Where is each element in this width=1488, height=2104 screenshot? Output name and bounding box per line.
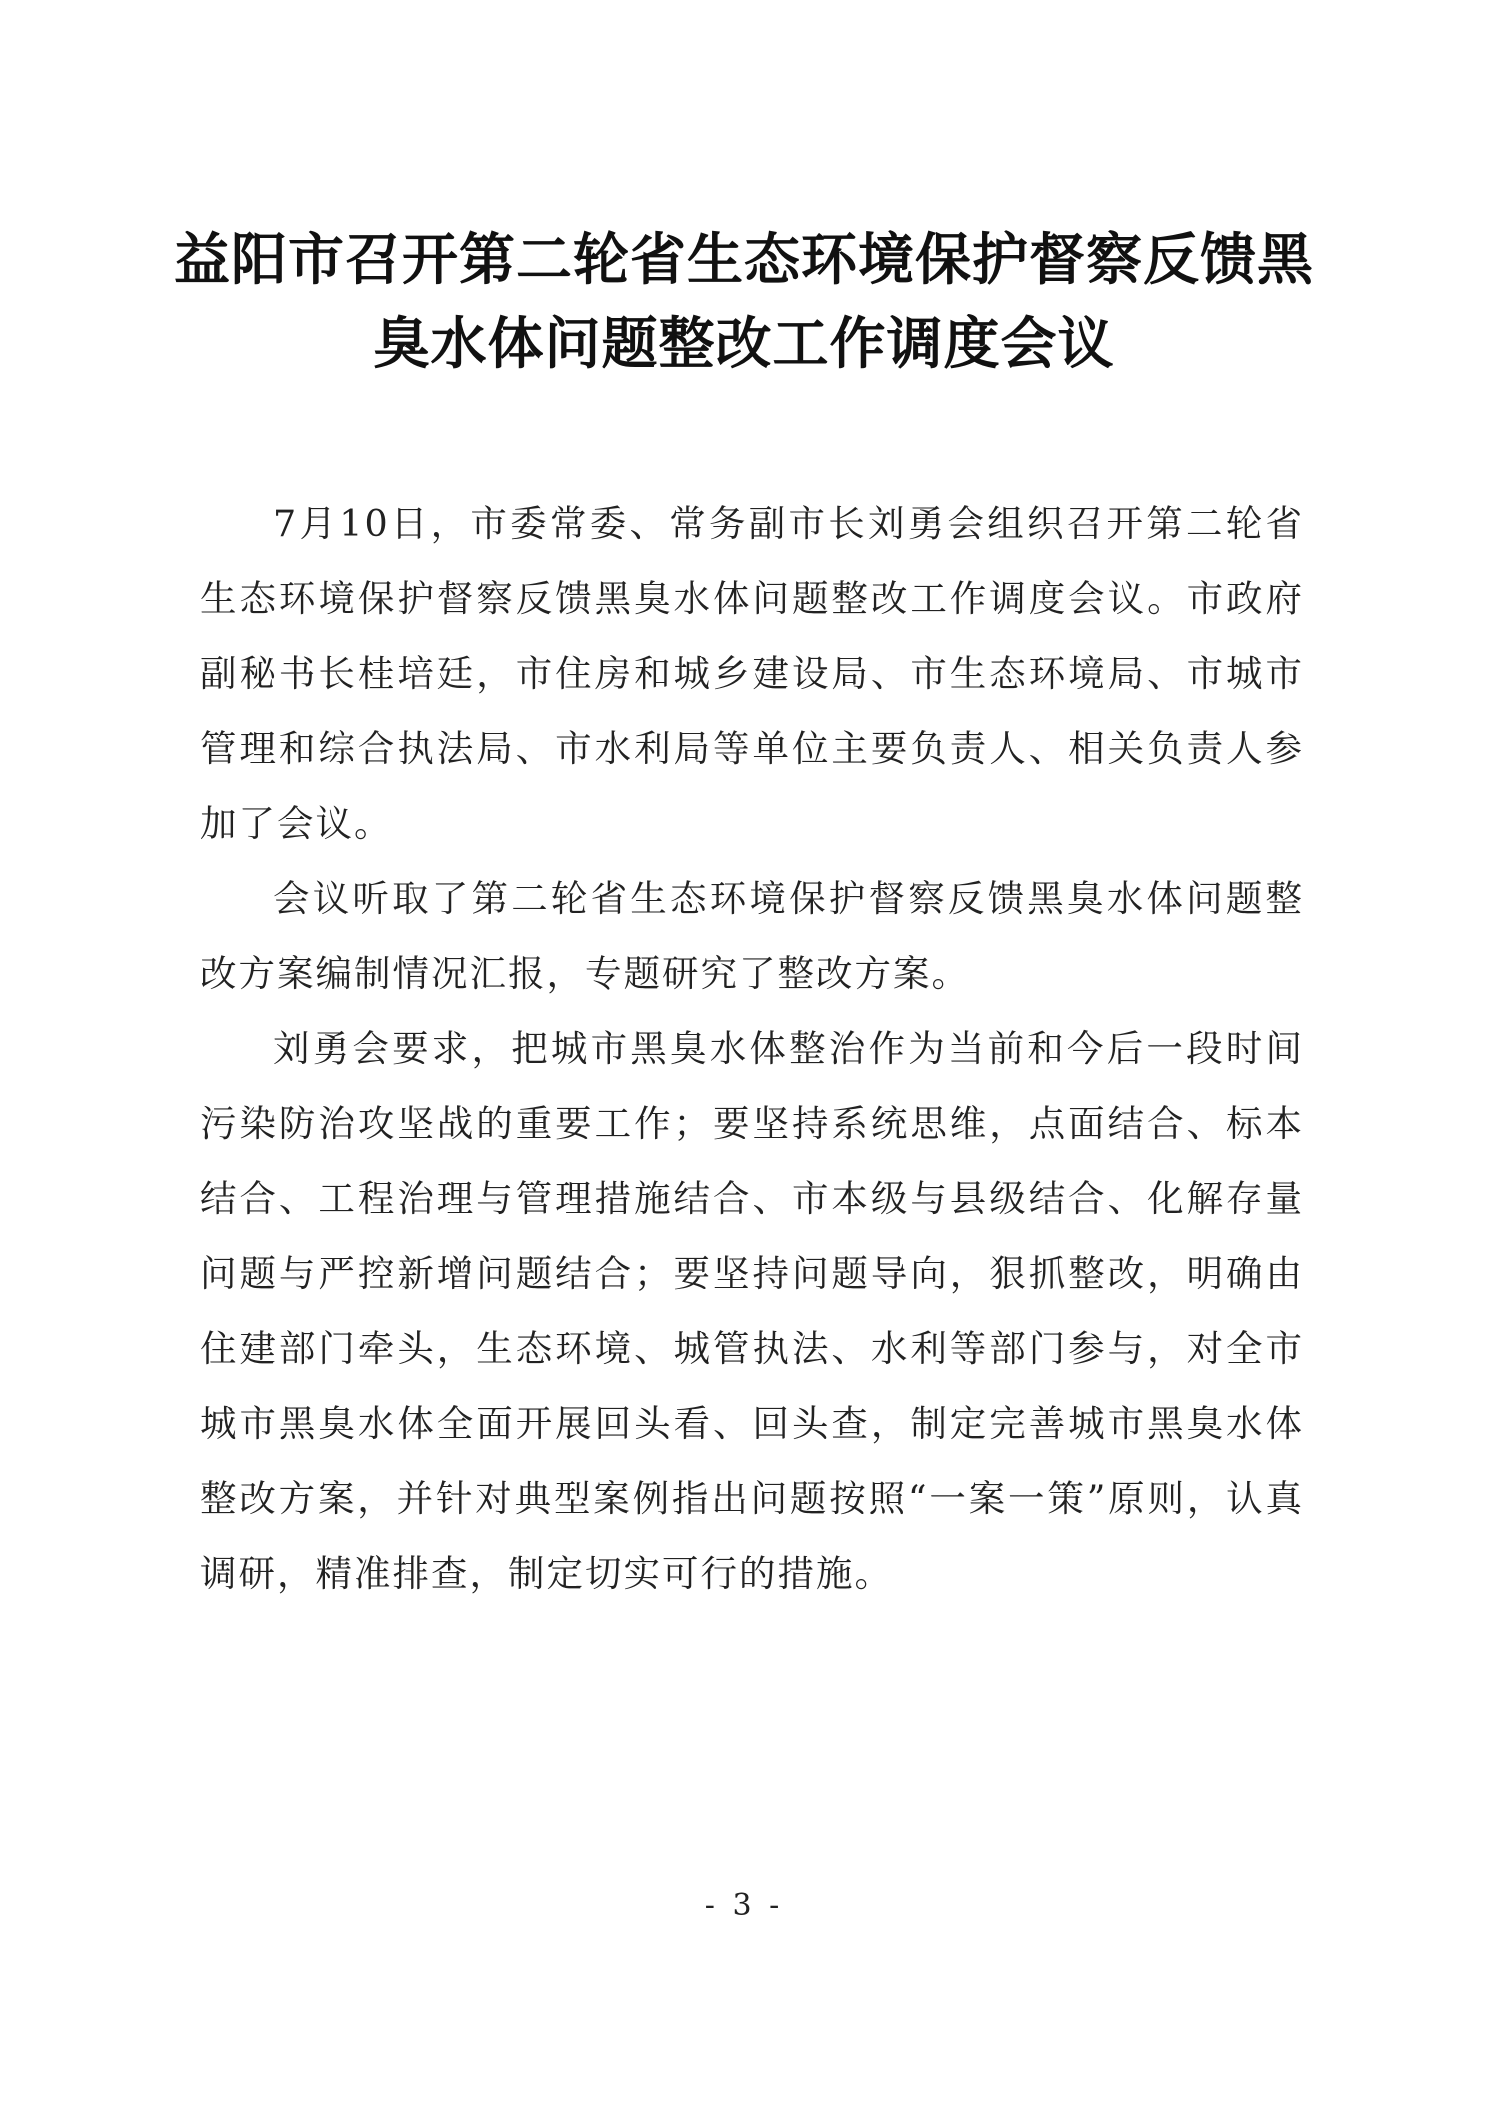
title-line-1: 益阳市召开第二轮省生态环境保护督察反馈黑	[174, 227, 1314, 293]
page-number: - 3 -	[704, 1888, 784, 1923]
paragraph-2: 会议听取了第二轮省生态环境保护督察反馈黑臭水体问题整改方案编制情况汇报，专题研究了整改方案。	[200, 877, 1304, 995]
title-line-2: 臭水体问题整改工作调度会议	[373, 311, 1115, 377]
paragraph-1: 7月10日，市委常委、常务副市长刘勇会组织召开第二轮省生态环境保护督察反馈黑臭水体问题整改工作调度会议。市政府副秘书长桂培廷，市住房和城乡建设局、市生态环境局、市城市管理和综合执法局、市水利局等单位主要负责人、相关负责人参加了会议。	[200, 502, 1304, 845]
paragraph-3: 刘勇会要求，把城市黑臭水体整治作为当前和今后一段时间污染防治攻坚战的重要工作；要坚持系统思维，点面结合、标本结合、工程治理与管理措施结合、市本级与县级结合、化解存量问题与严控新增问题结合；要坚持问题导向，狠抓整改，明确由住建部门牵头，生态环境、城管执法、水利等部门参与，对全市城市黑臭水体全面开展回头看、回头查，制定完善城市黑臭水体整改方案，并针对典型案例指出问题按照“一案一策”原则，认真调研，精准排查，制定切实可行的措施。	[200, 1027, 1304, 1595]
document-body	[200, 486, 1304, 1611]
document-title	[160, 218, 1328, 386]
